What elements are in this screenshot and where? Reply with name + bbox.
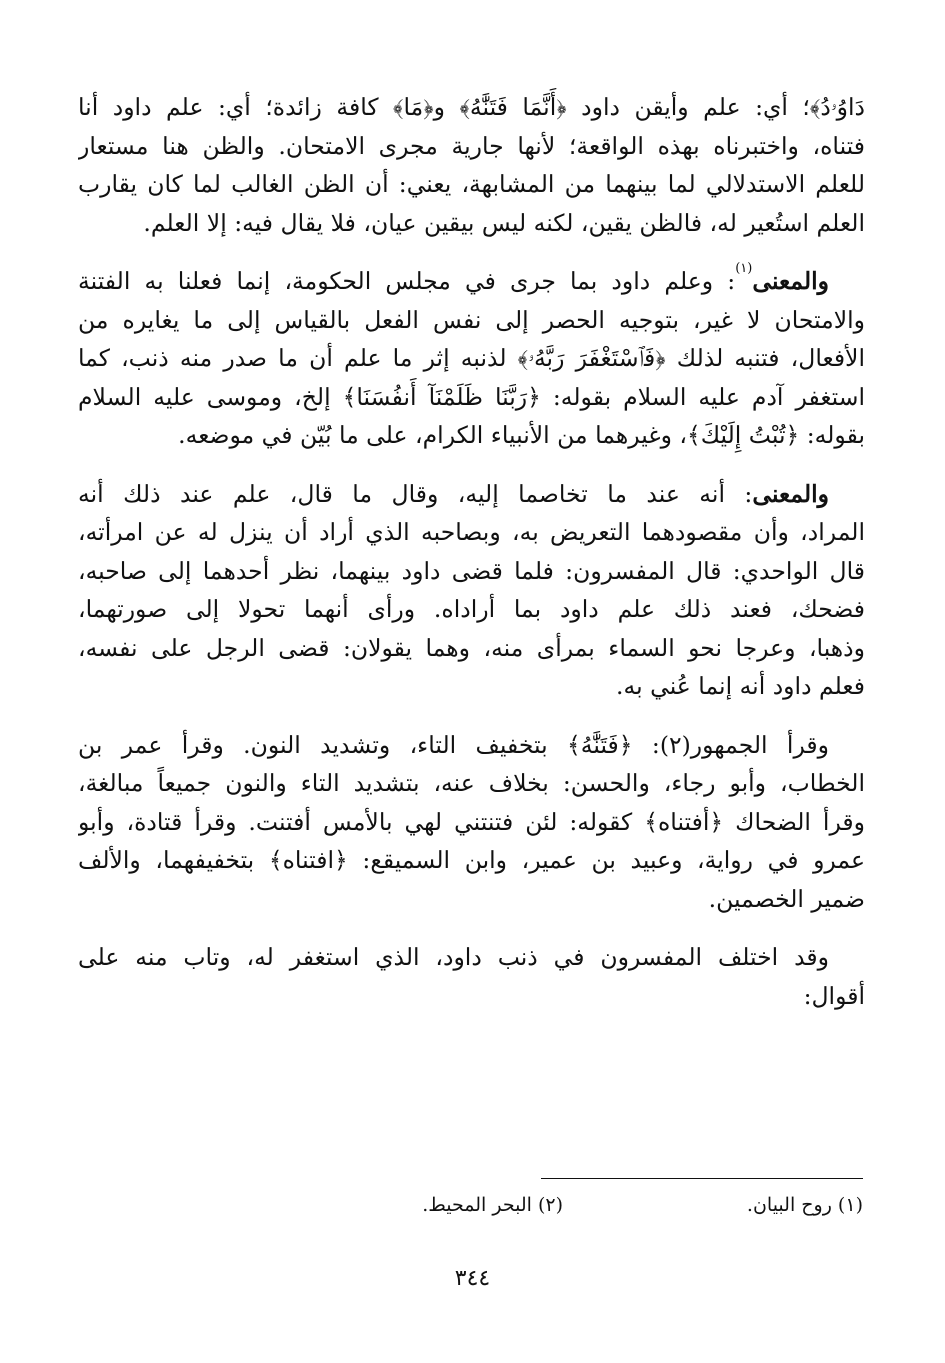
text-line: وقرأ الضحاك ﴿أفتناه﴾ كقوله: لئن فتنتني لهي بالأمس أفتنت. وقرأ قتادة، وأبو bbox=[78, 807, 865, 836]
paragraph-3 bbox=[78, 475, 865, 706]
text-line: فعلم داود أنه إنما عُني به. bbox=[616, 672, 865, 700]
footnote-1: (١) روح البيان. bbox=[746, 1194, 863, 1216]
paragraph-2 bbox=[78, 262, 865, 455]
text-line: استغفر آدم عليه السلام بقوله: ﴿رَبَّنَا ظَلَمْنَآ أَنفُسَنَا﴾ إلخ، وموسى عليه السلام bbox=[78, 382, 865, 411]
text-line-lead bbox=[78, 475, 865, 514]
text-line: وقرأ الجمهور(٢): ﴿فَتَنَّٰهُ﴾ بتخفيف التاء، وتشديد النون. وقرأ عمر بن bbox=[78, 730, 829, 759]
text-line: المراد، وأن مقصودهما التعريض به، وبصاحبه الذي أراد أن ينزل له عن امرأته، bbox=[78, 518, 865, 546]
page-number: ٣٤٤ bbox=[454, 1266, 491, 1291]
footnotes bbox=[303, 1194, 863, 1216]
text-line: قال الواحدي: قال المفسرون: فلما قضى داود بينهما، نظر أحدهما إلى صاحبه، bbox=[78, 556, 865, 585]
text-line: : وعلم داود بما جرى في مجلس الحكومة، إنما فعلنا به الفتنة bbox=[78, 267, 736, 295]
text-line: فتناه، واختبرناه بهذه الواقعة؛ لأنها جارية مجرى الامتحان. والظن هنا مستعار bbox=[78, 131, 865, 160]
text-line: دَاوُۥدُ﴾؛ أي: علم وأيقن داود ﴿أَنَّمَا فَتَنَّٰهُ﴾ و﴿مَا﴾ كافة زائدة؛ أي: علم داود أنا bbox=[78, 93, 865, 121]
text-line: ضمير الخصمين. bbox=[708, 884, 865, 913]
paragraph-4 bbox=[78, 726, 865, 919]
text-line: والامتحان لا غير، بتوجيه الحصر إلى نفس الفعل بالقياس إلى ما يغايره من bbox=[78, 305, 865, 334]
text-line: الخطاب، وأبو رجاء، والحسن: بخلاف عنه، بتشديد التاء والنون جميعاً مبالغة، bbox=[78, 769, 865, 797]
page-body bbox=[78, 88, 865, 1035]
paragraph-5 bbox=[78, 938, 865, 1015]
text-line: وقد اختلف المفسرون في ذنب داود، الذي استغفر له، وتاب منه على bbox=[78, 943, 829, 971]
text-line: أقوال: bbox=[803, 981, 865, 1010]
text-line: الأفعال، فتنبه لذلك ﴿فَٱسْتَغْفَرَ رَبَّهُۥ﴾ لذنبه إثر ما علم أن ما صدر منه ذنب، كما bbox=[78, 344, 865, 372]
footnote-2: (٢) البحر المحيط. bbox=[422, 1194, 563, 1216]
text-line-lead bbox=[78, 262, 865, 301]
footnote-divider bbox=[541, 1178, 863, 1179]
text-line: فضحك، فعند ذلك علم داود بما أراداه. ورأى أنهما تحولا إلى صورتهما، bbox=[78, 595, 865, 623]
text-line: العلم استُعير له، فالظن يقين، لكنه ليس بيقين عيان، فلا يقال فيه: إلا العلم. bbox=[143, 208, 865, 237]
text-line: عمرو في رواية، وعبيد بن عمير، وابن السميقع: ﴿افتناه﴾ بتخفيفهما، والألف bbox=[78, 846, 865, 874]
lead-word: والمعنى bbox=[752, 267, 829, 295]
text-line: بقوله: ﴿تُبْتُ إِلَيْكَ﴾، وغيرهما من الأنبياء الكرام، على ما بُيّن في موضعه. bbox=[178, 421, 865, 449]
paragraph-1 bbox=[78, 88, 865, 242]
lead-word: والمعنى bbox=[752, 479, 829, 508]
footnote-ref: (١) bbox=[735, 262, 753, 276]
text-line: وذهبا، وعرجا نحو السماء بمرأى منه، وهما يقولان: قضى الرجل على نفسه، bbox=[78, 633, 865, 662]
text-line: : أنه عند ما تخاصما إليه، وقال ما قال، علم عند ذلك أنه bbox=[78, 479, 753, 508]
text-line: للعلم الاستدلالي لما بينهما من المشابهة، يعني: أن الظن الغالب لما كان يقارب bbox=[78, 170, 865, 198]
